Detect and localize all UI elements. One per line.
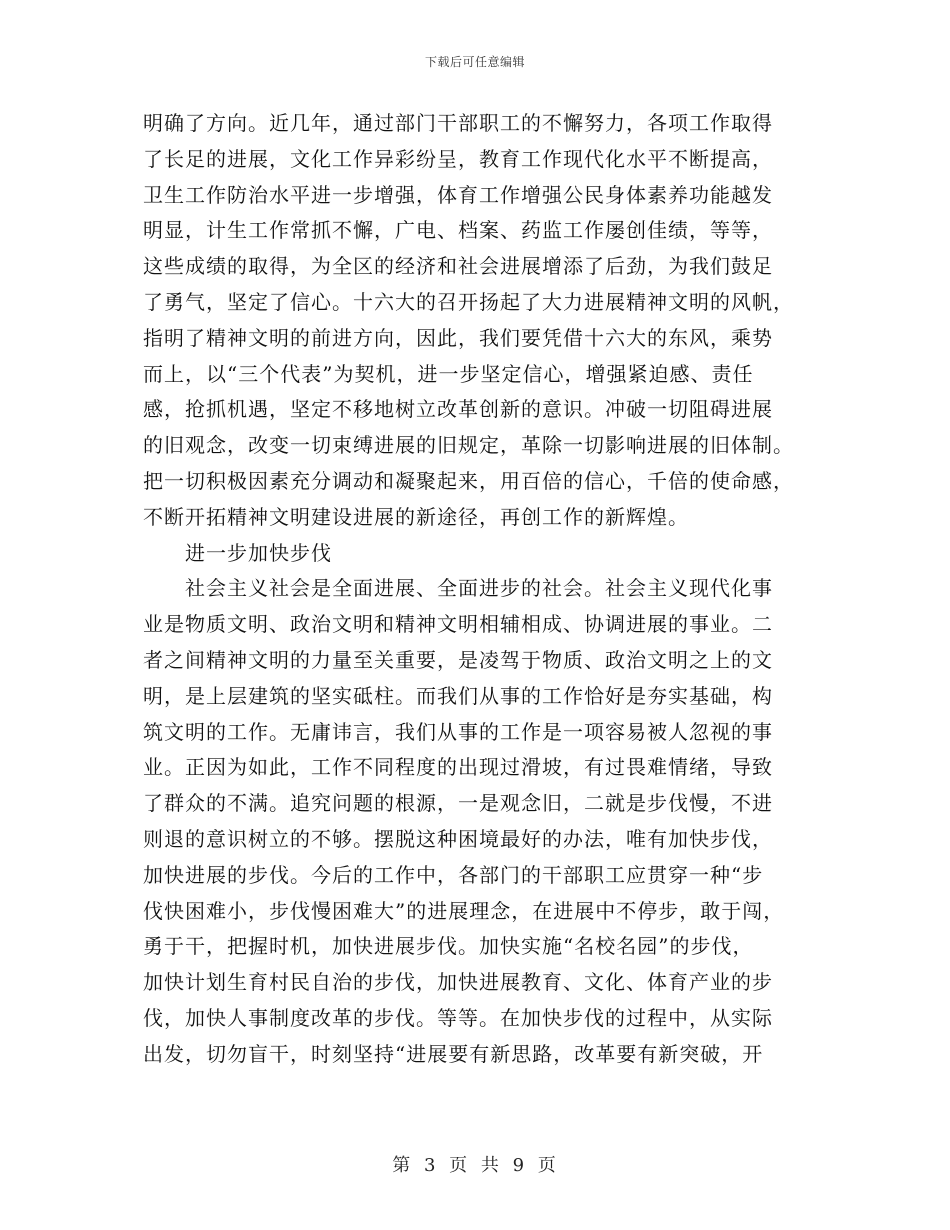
text-line: 明，是上层建筑的坚实砥柱。而我们从事的工作恰好是夯实基础，构 xyxy=(143,683,773,708)
text-line: 出发，切勿盲干，时刻坚持“进展要有新思路，改革要有新突破，开 xyxy=(143,1041,764,1066)
text-line: 社会主义社会是全面进展、全面进步的社会。社会主义现代化事 xyxy=(143,576,773,601)
text-line: 勇于干，把握时机，加快进展步伐。加快实施“名校名园”的步伐， xyxy=(143,934,754,959)
page-number: 第 3 页 共 9 页 xyxy=(392,1155,558,1176)
text-line: 伐，加快人事制度改革的步伐。等等。在加快步伐的过程中，从实际 xyxy=(143,1005,773,1030)
text-line: 业是物质文明、政治文明和精神文明相辅相成、协调进展的事业。二 xyxy=(143,612,773,637)
text-line: 了勇气，坚定了信心。十六大的召开扬起了大力进展精神文明的风帆， xyxy=(143,289,794,314)
text-line: 而上，以“三个代表”为契机，进一步坚定信心，增强紧迫感、责任 xyxy=(143,361,754,386)
text-line: 伐快困难小，步伐慢困难大”的进展理念，在进展中不停步，敢于闯， xyxy=(143,898,785,923)
text-line: 明确了方向。近几年，通过部门干部职工的不懈努力，各项工作取得 xyxy=(143,111,773,135)
section-heading: 进一步加快步伐 xyxy=(143,540,332,565)
text-line: 加快进展的步伐。今后的工作中，各部门的干部职工应贯穿一种“步 xyxy=(143,862,764,887)
header-note: 下载后可任意编辑 xyxy=(424,55,525,69)
text-line: 业。正因为如此，工作不同程度的出现过滑坡，有过畏难情绪，导致 xyxy=(143,755,773,780)
text-line: 者之间精神文明的力量至关重要，是凌驾于物质、政治文明之上的文 xyxy=(143,647,773,672)
text-line: 了群众的不满。追究问题的根源，一是观念旧，二就是步伐慢，不进 xyxy=(143,791,773,816)
text-line: 卫生工作防治水平进一步增强，体育工作增强公民身体素养功能越发 xyxy=(143,182,773,207)
text-line: 不断开拓精神文明建设进展的新途径，再创工作的新辉煌。 xyxy=(143,504,689,529)
text-line: 筑文明的工作。无庸讳言，我们从事的工作是一项容易被人忽视的事 xyxy=(143,719,773,744)
text-line: 的旧观念，改变一切束缚进展的旧规定，革除一切影响进展的旧体制。 xyxy=(143,433,794,458)
text-line: 加快计划生育村民自治的步伐，加快进展教育、文化、体育产业的步 xyxy=(143,970,773,995)
text-line: 这些成绩的取得，为全区的经济和社会进展增添了后劲，为我们鼓足 xyxy=(143,254,773,279)
text-line: 指明了精神文明的前进方向，因此，我们要凭借十六大的东风，乘势 xyxy=(143,325,773,350)
body-text xyxy=(143,106,813,1073)
text-line: 则退的意识树立的不够。摆脱这种困境最好的办法，唯有加快步伐， xyxy=(143,826,773,851)
text-line: 把一切积极因素充分调动和凝聚起来，用百倍的信心，千倍的使命感， xyxy=(143,468,794,493)
text-line: 了长足的进展，文化工作异彩纷呈，教育工作现代化水平不断提高， xyxy=(143,146,773,171)
text-line: 感，抢抓机遇，坚定不移地树立改革创新的意识。冲破一切阻碍进展 xyxy=(143,397,773,422)
text-line: 明显，计生工作常抓不懈，广电、档案、药监工作屡创佳绩，等等， xyxy=(143,218,773,243)
